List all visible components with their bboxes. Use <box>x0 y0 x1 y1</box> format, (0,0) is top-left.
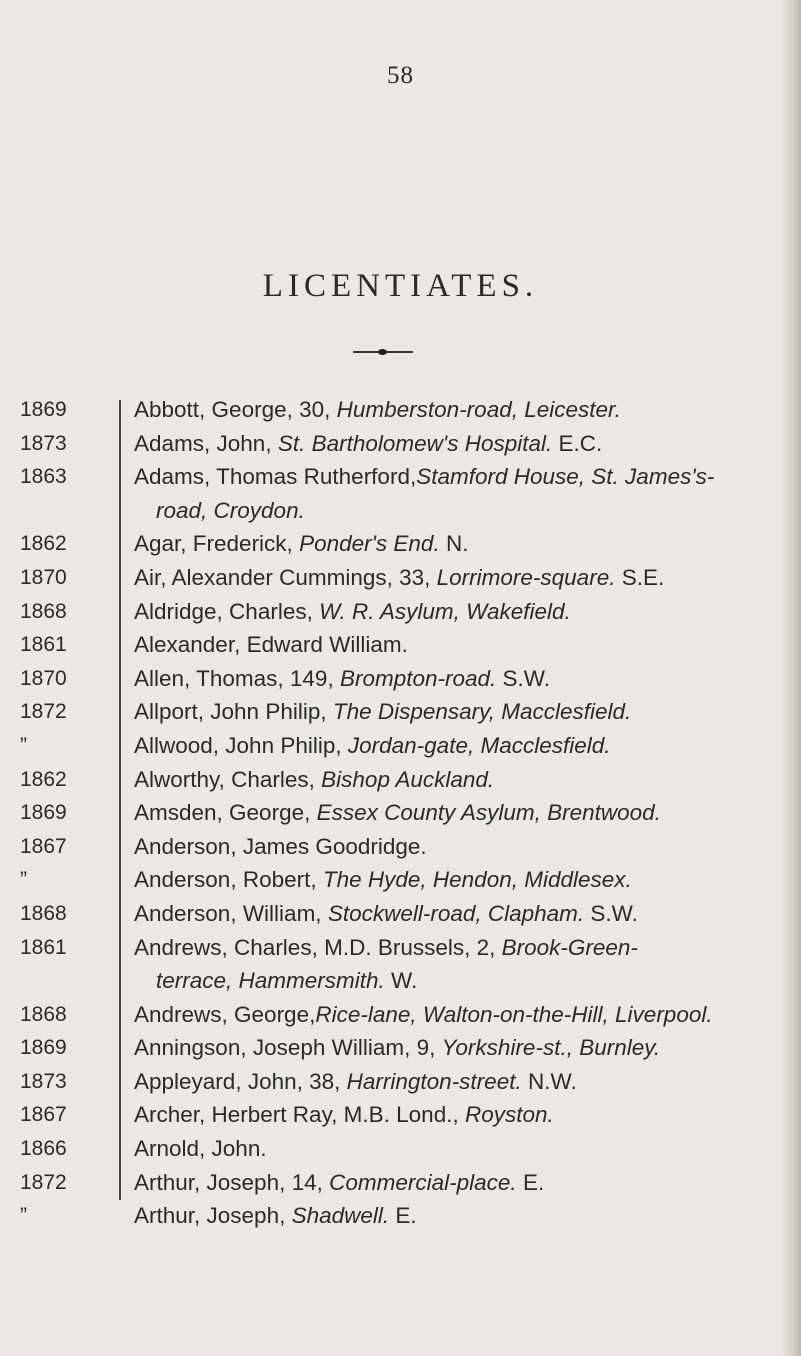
entry-text <box>110 595 571 629</box>
entry-address: The Hyde, Hendon, Middlesex. <box>322 867 632 893</box>
entry-name: Adams, Thomas Rutherford, <box>134 464 417 490</box>
list-item <box>0 796 790 830</box>
entry-year: 1869 <box>20 398 67 421</box>
entry-address: Commercial-place. <box>329 1169 517 1195</box>
entry-year: 1873 <box>20 431 67 455</box>
entry-year: 1869 <box>20 801 67 825</box>
entry-address: St. Bartholomew's Hospital. <box>277 430 553 456</box>
list-item <box>0 1031 790 1065</box>
list-item <box>0 427 790 461</box>
entry-name: Allen, Thomas, 149, <box>134 665 340 691</box>
entry-name: Andrews, Charles, M.D. Brussels, 2, <box>134 934 502 960</box>
entry-name: Air, Alexander Cummings, 33, <box>134 564 437 590</box>
entry-text <box>110 695 631 729</box>
entry-address: The Dispensary, Macclesfield. <box>332 699 632 725</box>
entry-district: W. <box>384 968 418 994</box>
entry-year: 1866 <box>20 1137 67 1161</box>
entry-year: 1863 <box>20 465 67 489</box>
list-item <box>0 595 790 629</box>
entry-text <box>110 729 611 763</box>
entry-name: Aldridge, Charles, <box>134 598 320 624</box>
list-item <box>0 460 790 527</box>
entry-district: E. <box>389 1203 417 1229</box>
entry-name: Allwood, John Philip, <box>134 732 348 758</box>
licentiates-list <box>0 393 790 1233</box>
entry-year: 1872 <box>20 700 67 724</box>
entry-year: 1870 <box>20 666 67 690</box>
entry-address: Jordan-gate, Macclesfield. <box>347 732 611 758</box>
entry-text <box>110 1166 544 1200</box>
list-item <box>0 1166 790 1200</box>
entry-address: Essex County Asylum, Brentwood. <box>316 800 661 826</box>
entry-text <box>110 796 661 830</box>
page-number: 58 <box>387 62 414 89</box>
list-item <box>0 1199 790 1233</box>
entry-name: Arthur, Joseph, <box>134 1203 292 1229</box>
list-item <box>0 897 790 931</box>
list-item <box>0 763 790 797</box>
entry-district: E.C. <box>552 430 603 456</box>
entry-text <box>110 427 602 461</box>
entry-name: Abbott, George, 30, <box>134 397 337 422</box>
entry-name: Anningson, Joseph William, 9, <box>134 1035 442 1061</box>
entry-address: Humberston-road, Leicester. <box>336 397 621 422</box>
list-item <box>0 863 790 897</box>
list-item <box>0 998 790 1032</box>
entry-year: 1861 <box>20 633 67 657</box>
entry-year: 1862 <box>20 532 67 556</box>
list-item <box>0 1132 790 1166</box>
list-item <box>0 628 790 662</box>
entry-year: 1867 <box>20 834 67 858</box>
entry-name: Anderson, William, <box>134 900 328 926</box>
entry-year: ” <box>20 733 27 757</box>
entry-continuation <box>134 494 714 528</box>
entry-year: 1873 <box>20 1069 67 1093</box>
entry-year: 1868 <box>20 1002 67 1026</box>
entry-text <box>110 998 713 1032</box>
entry-name: Andrews, George, <box>134 1001 316 1027</box>
list-item <box>0 729 790 763</box>
list-item <box>0 931 790 998</box>
entry-name: Allport, John Philip, <box>134 699 333 725</box>
list-item <box>0 1065 790 1099</box>
list-item <box>0 662 790 696</box>
entry-district: S.E. <box>615 564 665 590</box>
list-item <box>0 393 790 427</box>
entry-district: S.W. <box>496 665 551 691</box>
entry-text <box>110 1199 417 1233</box>
entry-name: Arthur, Joseph, 14, <box>134 1169 330 1195</box>
entry-year: 1868 <box>20 901 67 925</box>
entry-text <box>110 1098 554 1132</box>
entry-year: ” <box>20 868 27 892</box>
entry-address-continued: road, Croydon. <box>156 497 305 523</box>
entry-address: Brompton-road. <box>339 665 497 691</box>
entry-address: Harrington-street. <box>346 1068 522 1094</box>
entry-text <box>110 527 468 561</box>
entry-text <box>110 763 494 797</box>
entry-name: Arnold, John. <box>134 1136 267 1162</box>
entry-name: Anderson, James Goodridge. <box>134 833 427 859</box>
entry-continuation <box>134 964 638 998</box>
entry-address: Shadwell. <box>291 1203 390 1229</box>
entry-name: Amsden, George, <box>134 800 317 826</box>
list-item <box>0 695 790 729</box>
entry-address: Brook-Green- <box>501 934 638 960</box>
entry-address: Yorkshire-st., Burnley. <box>441 1035 661 1061</box>
entry-text <box>110 1065 577 1099</box>
entry-district: N. <box>439 531 469 557</box>
entry-name: Alexander, Edward William. <box>134 632 408 658</box>
entry-address-continued: terrace, Hammersmith. <box>156 968 385 994</box>
list-item <box>0 1098 790 1132</box>
entry-text <box>110 662 550 696</box>
entry-year: ” <box>20 1204 27 1228</box>
entry-year: 1870 <box>20 565 67 589</box>
entry-name: Adams, John, <box>134 430 278 456</box>
entry-address: Royston. <box>464 1102 554 1128</box>
entry-district: E. <box>516 1169 545 1195</box>
entry-address: Stamford House, St. James's- <box>416 464 715 490</box>
entry-text <box>110 561 664 595</box>
entry-year: 1862 <box>20 767 67 791</box>
entry-year: 1868 <box>20 599 67 623</box>
entry-name: Alworthy, Charles, <box>134 766 322 792</box>
entry-year: 1867 <box>20 1103 67 1127</box>
entry-text <box>110 931 638 998</box>
entry-text <box>110 897 638 931</box>
entry-address: Lorrimore-square. <box>436 564 616 590</box>
entry-text <box>110 460 714 527</box>
entry-year: 1872 <box>20 1170 67 1194</box>
list-item <box>0 527 790 561</box>
page-title: LICENTIATES. <box>262 268 539 304</box>
entry-address: Rice-lane, Walton-on-the-Hill, Liverpool. <box>315 1001 713 1027</box>
entry-text <box>110 1132 267 1166</box>
entry-year: 1861 <box>20 935 67 959</box>
entry-text <box>110 830 427 864</box>
list-item <box>0 561 790 595</box>
entry-text <box>110 628 408 662</box>
ornamental-rule <box>353 351 413 353</box>
entry-district: S.W. <box>584 900 638 926</box>
entry-address: Stockwell-road, Clapham. <box>327 900 585 926</box>
entry-address: Ponder's End. <box>299 531 440 557</box>
rule-dot-ornament <box>378 349 387 355</box>
list-item <box>0 830 790 864</box>
entry-name: Agar, Frederick, <box>134 531 300 557</box>
entry-name: Anderson, Robert, <box>134 867 323 893</box>
entry-text <box>110 863 632 897</box>
entry-address: Bishop Auckland. <box>321 766 495 792</box>
entry-year: 1869 <box>20 1036 67 1060</box>
entry-name: Archer, Herbert Ray, M.B. Lond., <box>134 1102 465 1128</box>
entry-text <box>110 1031 660 1065</box>
entry-district: N.W. <box>521 1068 577 1094</box>
entry-name: Appleyard, John, 38, <box>134 1068 347 1094</box>
entry-text <box>110 393 621 427</box>
entry-address: W. R. Asylum, Wakefield. <box>319 598 571 624</box>
